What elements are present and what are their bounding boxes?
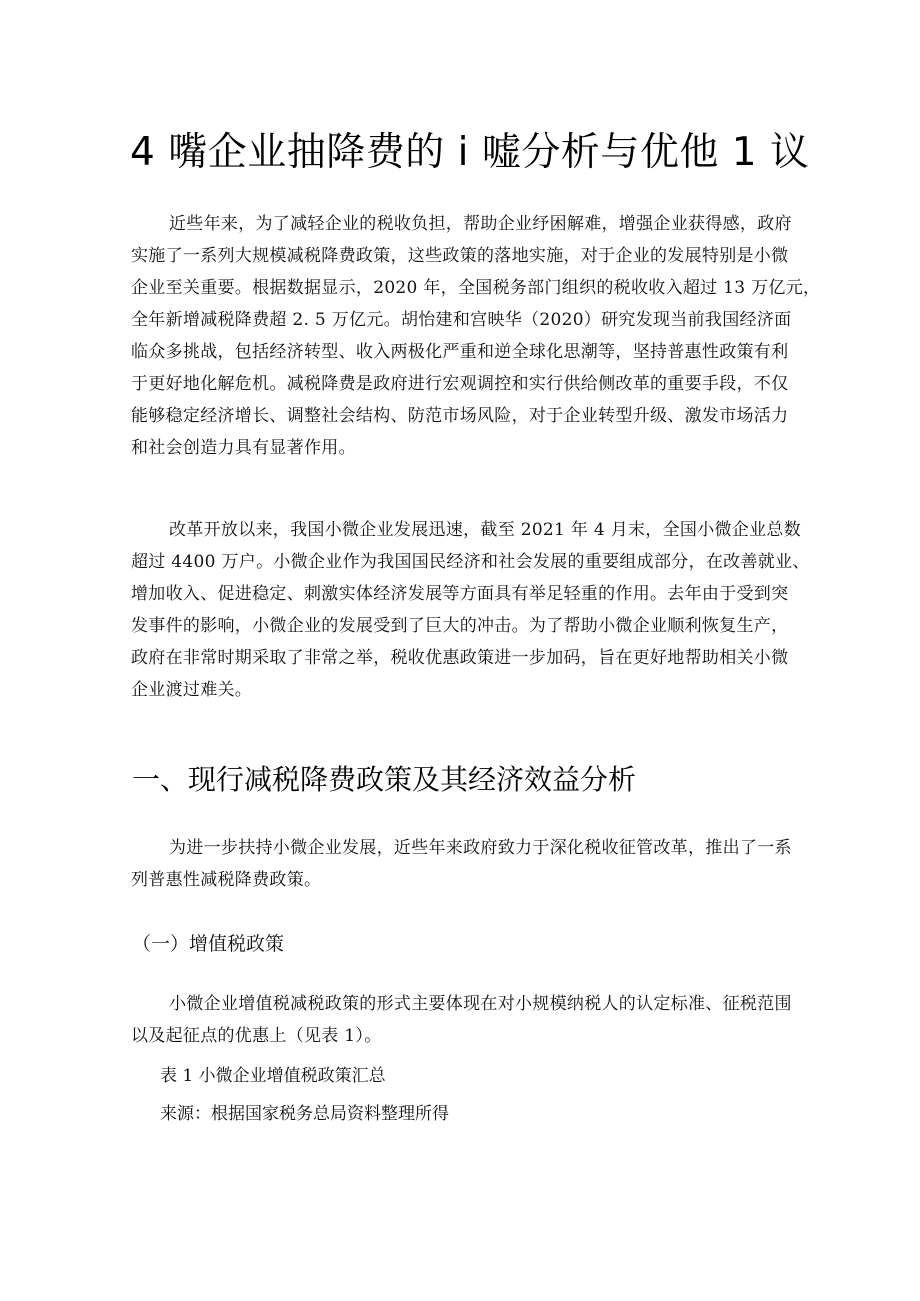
- paragraph-line: 改革开放以来，我国小微企业发展迅速，截至 2021 年 4 月末，全国小微企业总数: [169, 520, 801, 540]
- second-paragraph: [131, 514, 810, 706]
- paragraph-line: 增加收入、促进稳定、刺激实体经济发展等方面具有举足轻重的作用。去年由于受到突: [131, 584, 789, 604]
- paragraph-line: 超过 4400 万户。小微企业作为我国国民经济和社会发展的重要组成部分，在改善就业、: [131, 552, 810, 572]
- paragraph-line: 临众多挑战，包括经济转型、收入两极化严重和逆全球化思潮等，坚持普惠性政策有利: [131, 342, 789, 362]
- paragraph-line: 政府在非常时期采取了非常之举，税收优惠政策进一步加码，旨在更好地帮助相关小微: [131, 648, 789, 668]
- subsection-paragraph: [131, 988, 795, 1052]
- table-source: 来源：根据国家税务总局资料整理所得: [160, 1104, 449, 1124]
- paragraph-line: 近些年来，为了减轻企业的税收负担，帮助企业纾困解难，增强企业获得感，政府: [169, 214, 792, 234]
- intro-paragraph: [131, 208, 821, 464]
- paragraph-line: 于更好地化解危机。减税降费是政府进行宏观调控和实行供给侧改革的重要手段，不仅: [131, 374, 789, 394]
- paragraph-line: 企业至关重要。根据数据显示，2020 年，全国税务部门组织的税收收入超过 13 万亿元，: [131, 278, 821, 298]
- paragraph-line: 和社会创造力具有显著作用。: [131, 438, 356, 458]
- paragraph-line: 列普惠性减税降费政策。: [131, 870, 322, 890]
- paragraph-line: 为进一步扶持小微企业发展，近些年来政府致力于深化税收征管改革，推出了一系: [169, 838, 792, 858]
- paragraph-line: 发事件的影响，小微企业的发展受到了巨大的冲击。为了帮助小微企业顺利恢复生产，: [131, 616, 789, 636]
- section-paragraph: [131, 832, 795, 896]
- paragraph-line: 企业渡过难关。: [131, 680, 253, 700]
- section-heading: 一、现行减税降费政策及其经济效益分析: [132, 763, 637, 796]
- paragraph-line: 实施了一系列大规模减税降费政策，这些政策的落地实施，对于企业的发展特别是小微: [131, 246, 789, 266]
- paragraph-line: 小微企业增值税减税政策的形式主要体现在对小规模纳税人的认定标准、征税范围: [169, 994, 792, 1014]
- paragraph-line: 能够稳定经济增长、调整社会结构、防范市场风险，对于企业转型升级、激发市场活力: [131, 406, 789, 426]
- subsection-heading: （一）增值税政策: [132, 933, 285, 955]
- document-title: 4 嘴企业抽降费的 i 嘘分析与优他 1 议: [130, 130, 810, 175]
- paragraph-line: 全年新增减税降费超 2. 5 万亿元。胡怡建和宫映华（2020）研究发现当前我国经济面: [131, 310, 792, 330]
- paragraph-line: 以及起征点的优惠上（见表 1）。: [131, 1026, 382, 1046]
- table-caption: 表 1 小微企业增值税政策汇总: [160, 1066, 386, 1086]
